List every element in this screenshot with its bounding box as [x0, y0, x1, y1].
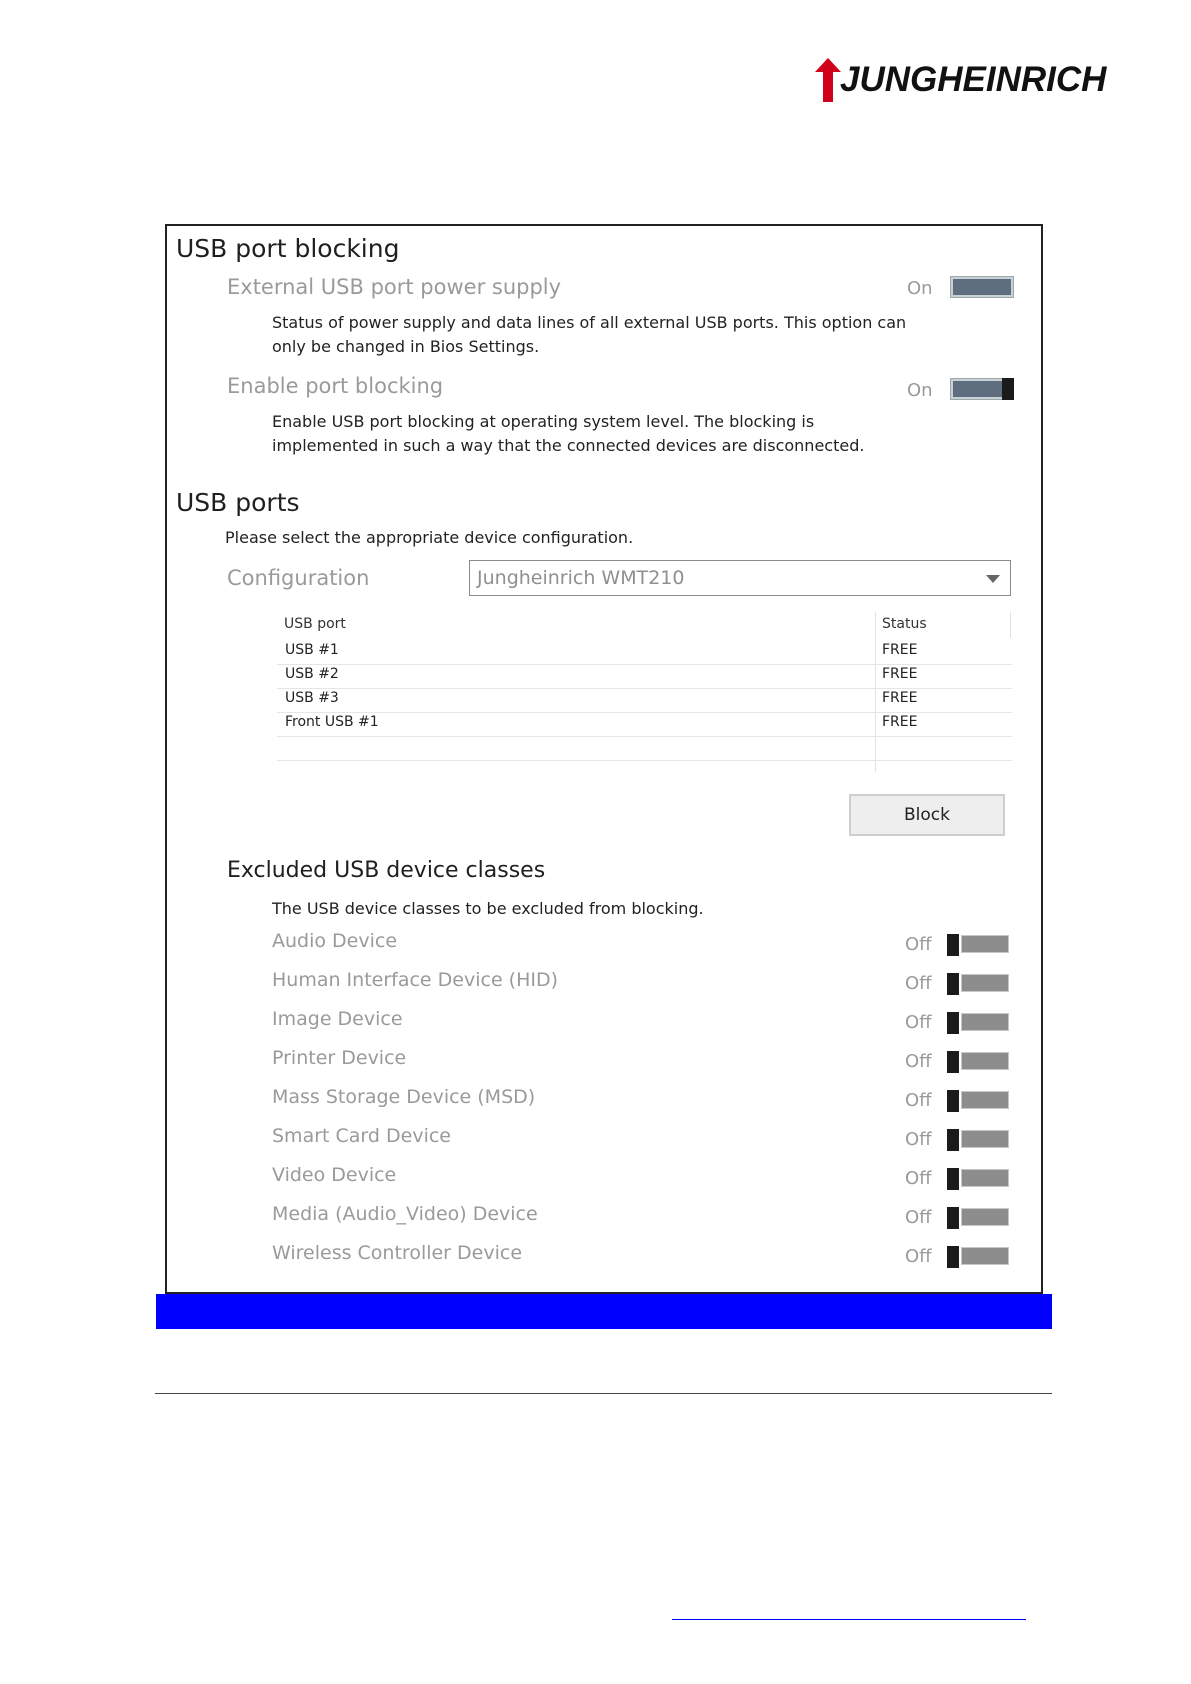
table-row-port: USB #3: [285, 690, 339, 706]
enable-blocking-toggle[interactable]: [950, 378, 1014, 400]
toggle-track: [961, 1013, 1009, 1031]
device-class-row: [167, 1043, 1037, 1079]
device-class-row: [167, 965, 1037, 1001]
table-row-port: USB #1: [285, 642, 339, 658]
section-title-excluded-classes: Excluded USB device classes: [227, 858, 546, 883]
device-class-label: Wireless Controller Device: [272, 1242, 523, 1264]
device-class-state: Off: [905, 1168, 932, 1189]
device-class-row: [167, 1004, 1037, 1040]
toggle-knob: [947, 1051, 959, 1073]
device-class-toggle[interactable]: [947, 1246, 1009, 1266]
company-logo: [810, 58, 1107, 108]
device-class-state: Off: [905, 973, 932, 994]
toggle-knob: [947, 1207, 959, 1229]
toggle-track: [961, 935, 1009, 953]
device-class-row: [167, 1160, 1037, 1196]
toggle-knob: [947, 1012, 959, 1034]
device-class-label: Smart Card Device: [272, 1125, 451, 1147]
device-class-label: Human Interface Device (HID): [272, 969, 559, 991]
device-class-toggle[interactable]: [947, 1129, 1009, 1149]
toggle-track: [961, 1169, 1009, 1187]
device-class-toggle[interactable]: [947, 1012, 1009, 1032]
section-title-usb-ports: USB ports: [176, 488, 300, 517]
config-dropdown[interactable]: [469, 560, 1011, 596]
device-class-label: Audio Device: [272, 930, 398, 952]
device-class-row: [167, 1238, 1037, 1274]
device-class-label: Video Device: [272, 1164, 397, 1186]
column-header-port: USB port: [284, 616, 346, 632]
device-class-toggle[interactable]: [947, 1090, 1009, 1110]
toggle-track: [961, 1208, 1009, 1226]
toggle-knob: [947, 934, 959, 956]
table-row-status: FREE: [882, 642, 918, 658]
table-row-status: FREE: [882, 714, 918, 730]
toggle-knob: [947, 1246, 959, 1268]
row-divider: [277, 760, 1012, 761]
toggle-track: [961, 1091, 1009, 1109]
toggle-track: [961, 1052, 1009, 1070]
device-class-toggle[interactable]: [947, 1051, 1009, 1071]
external-power-toggle[interactable]: [950, 276, 1014, 298]
row-divider: [277, 688, 1012, 689]
device-class-toggle[interactable]: [947, 973, 1009, 993]
device-class-state: Off: [905, 1051, 932, 1072]
toggle-knob: [1002, 378, 1014, 400]
device-class-label: Image Device: [272, 1008, 403, 1030]
device-class-toggle[interactable]: [947, 1168, 1009, 1188]
enable-blocking-description: Enable USB port blocking at operating system level. The blocking is implemented in such a way that the connected devices are disconnected.: [272, 412, 865, 455]
block-button[interactable]: Block: [849, 794, 1005, 836]
device-class-state: Off: [905, 1090, 932, 1111]
device-class-label: Media (Audio_Video) Device: [272, 1203, 538, 1225]
enable-blocking-label: Enable port blocking: [227, 374, 444, 398]
device-class-row: [167, 926, 1037, 962]
device-class-state: Off: [905, 934, 932, 955]
section-title-port-blocking: USB port blocking: [176, 234, 400, 263]
config-instruction: Please select the appropriate device configuration.: [225, 528, 634, 547]
table-column-divider: [1010, 612, 1011, 638]
enable-blocking-state: On: [907, 380, 933, 401]
column-header-status: Status: [882, 616, 927, 632]
toggle-knob: [947, 973, 959, 995]
table-row-port: USB #2: [285, 666, 339, 682]
toggle-knob: [947, 1129, 959, 1151]
excluded-description: The USB device classes to be excluded from blocking.: [272, 899, 704, 918]
config-label: Configuration: [227, 566, 370, 590]
external-power-description: Status of power supply and data lines of all external USB ports. This option can only be changed in Bios Settings.: [272, 313, 907, 356]
table-row-status: FREE: [882, 690, 918, 706]
toggle-track: [961, 974, 1009, 992]
table-column-divider: [875, 612, 876, 772]
toggle-knob: [947, 1168, 959, 1190]
device-class-row: [167, 1199, 1037, 1235]
toggle-track: [961, 1130, 1009, 1148]
chevron-down-icon: [986, 575, 1000, 583]
config-dropdown-value: Jungheinrich WMT210: [477, 567, 685, 589]
logo-text: JUNGHEINRICH: [840, 60, 1107, 99]
logo-arrow-icon: [814, 58, 842, 102]
device-class-state: Off: [905, 1246, 932, 1267]
highlight-bar: [156, 1294, 1052, 1329]
row-divider: [277, 664, 1012, 665]
row-divider: [277, 736, 1012, 737]
footer-link-underline: [672, 1619, 1026, 1620]
row-divider: [277, 712, 1012, 713]
device-class-state: Off: [905, 1012, 932, 1033]
toggle-track: [961, 1247, 1009, 1265]
external-power-label: External USB port power supply: [227, 275, 562, 299]
device-class-row: [167, 1121, 1037, 1157]
device-class-state: Off: [905, 1129, 932, 1150]
table-row-port: Front USB #1: [285, 714, 379, 730]
device-class-toggle[interactable]: [947, 934, 1009, 954]
device-class-toggle[interactable]: [947, 1207, 1009, 1227]
table-row-status: FREE: [882, 666, 918, 682]
page-separator: [155, 1393, 1052, 1394]
device-class-row: [167, 1082, 1037, 1118]
external-power-state: On: [907, 278, 933, 299]
usb-settings-panel: [165, 224, 1043, 1294]
device-class-state: Off: [905, 1207, 932, 1228]
device-class-label: Printer Device: [272, 1047, 407, 1069]
toggle-knob: [947, 1090, 959, 1112]
device-class-label: Mass Storage Device (MSD): [272, 1086, 536, 1108]
usb-ports-table: [277, 612, 1012, 772]
